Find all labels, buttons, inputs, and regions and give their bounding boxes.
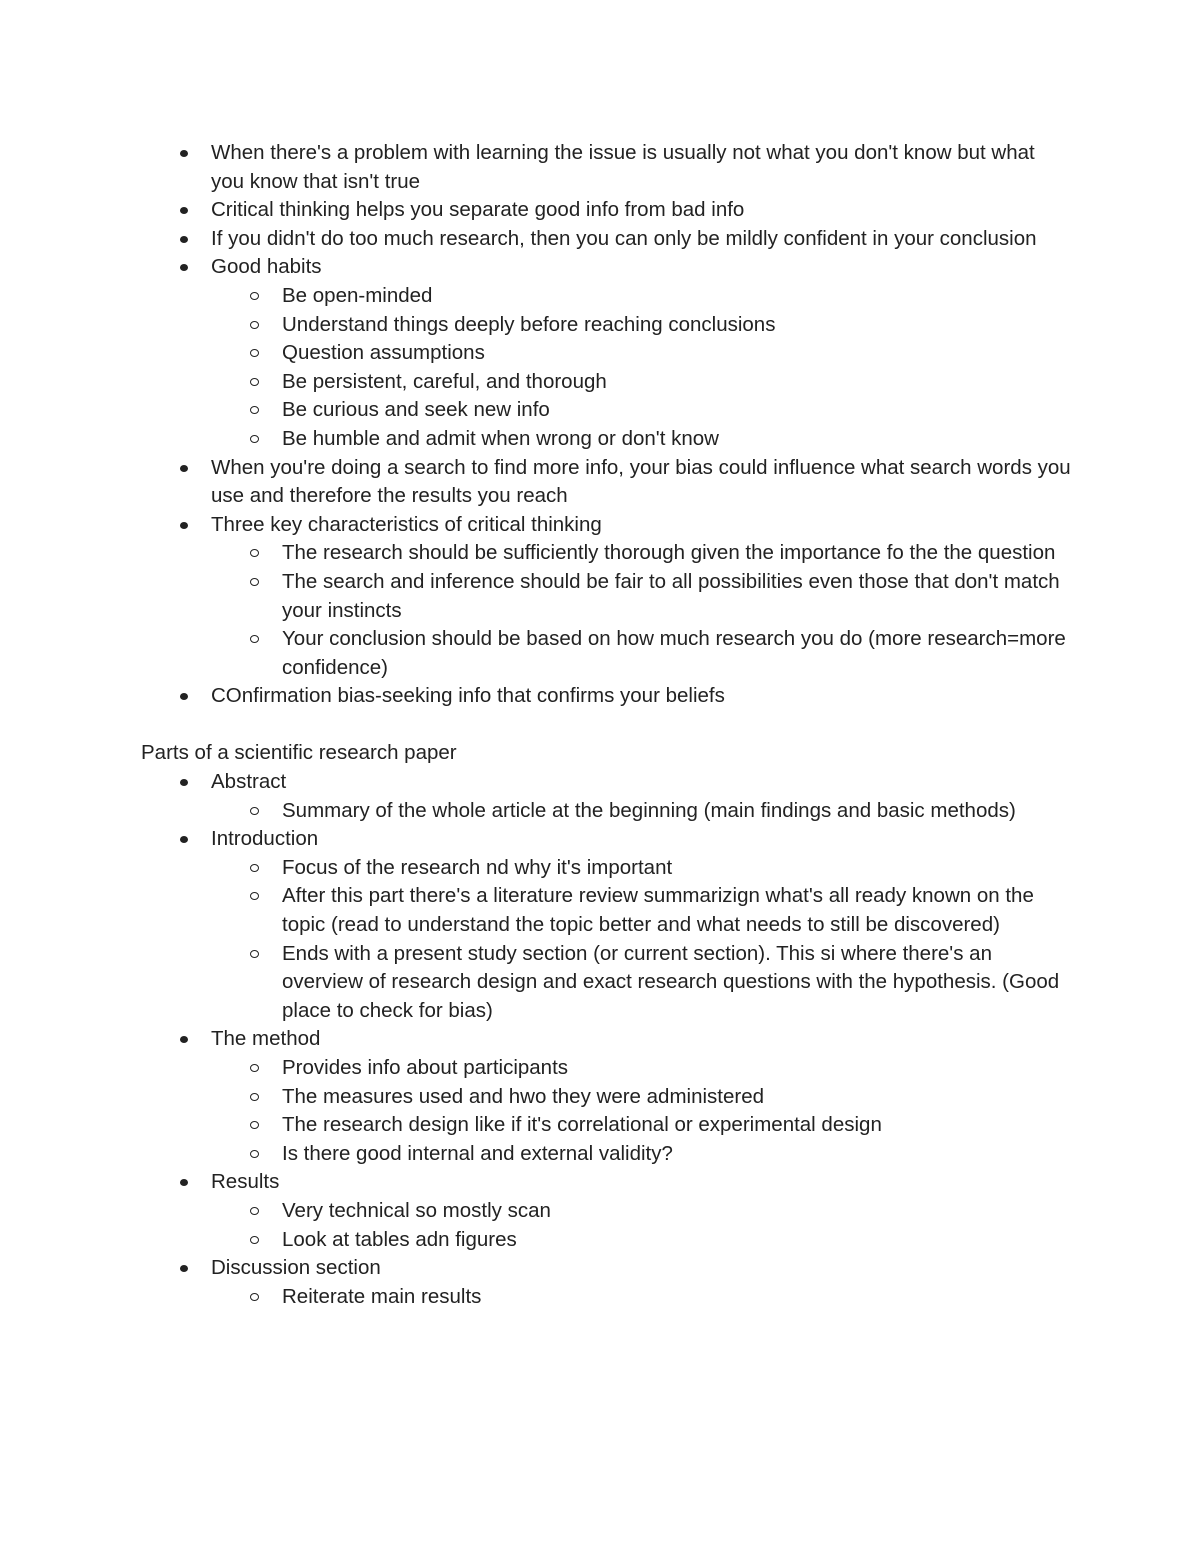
filled-bullet-icon: [180, 1036, 188, 1043]
sub-list-item-text: The search and inference should be fair to all possibilities even those that don't match your instincts: [282, 569, 1060, 622]
list-item-text: If you didn't do too much research, then you can only be mildly confident in your conclusion: [211, 226, 1037, 250]
list-item: [141, 1254, 1071, 1311]
hollow-bullet-icon: [250, 292, 259, 300]
sub-list-item: [211, 1140, 1071, 1169]
sub-list-item-text: Be curious and seek new info: [282, 398, 550, 422]
sub-list-item-text: Ends with a present study section (or current section). This si where there's an overview of research design and exact research questions with the hypothesis. (Good place to check for bias): [282, 941, 1060, 1022]
sub-list-item-text: The research design like if it's correlational or experimental design: [282, 1113, 882, 1137]
hollow-bullet-icon: [250, 1093, 259, 1101]
sub-list-item-text: Be humble and admit when wrong or don't know: [282, 426, 719, 450]
sub-list-item: [211, 1054, 1071, 1083]
sub-list-item: [211, 625, 1071, 682]
hollow-bullet-icon: [250, 1293, 259, 1301]
list-item-text: The method: [211, 1027, 321, 1051]
sub-list-item-text: Understand things deeply before reaching conclusions: [282, 312, 776, 336]
hollow-bullet-icon: [250, 406, 259, 414]
filled-bullet-icon: [180, 693, 188, 700]
filled-bullet-icon: [180, 1265, 188, 1272]
sub-list-item: [211, 568, 1071, 625]
filled-bullet-icon: [180, 264, 188, 271]
hollow-bullet-icon: [250, 1064, 259, 1072]
sub-list-item: [211, 882, 1071, 939]
sub-list-item: [211, 339, 1071, 368]
sub-list-item: [211, 1283, 1071, 1312]
list-item: [141, 1168, 1071, 1254]
filled-bullet-icon: [180, 1179, 188, 1186]
sub-list: [211, 282, 1071, 454]
sub-list-item-text: Your conclusion should be based on how much research you do (more research=more confidence): [282, 627, 1066, 679]
sub-list-item-text: After this part there's a literature review summarizign what's all ready known on the topic (read to understand the topic better and what needs to still be discovered): [282, 884, 1034, 937]
sub-list-item: [211, 1197, 1071, 1226]
sub-list-item-text: The measures used and hwo they were administered: [282, 1084, 765, 1108]
sub-list-item-text: Provides info about participants: [282, 1056, 569, 1079]
list-item: [141, 511, 1071, 683]
hollow-bullet-icon: [250, 1121, 259, 1129]
sub-list-item-text: Is there good internal and external validity?: [282, 1141, 673, 1165]
hollow-bullet-icon: [250, 950, 259, 958]
sub-list-item-text: Very technical so mostly scan: [282, 1198, 551, 1222]
notes-list-research-paper: [141, 768, 1071, 1311]
sub-list-item-text: Look at tables adn figures: [282, 1227, 517, 1251]
list-item-text: Critical thinking helps you separate good info from bad info: [211, 198, 745, 222]
list-item-text: Introduction: [211, 827, 319, 851]
list-item: [141, 253, 1071, 453]
sub-list: [211, 797, 1071, 826]
hollow-bullet-icon: [250, 378, 259, 386]
sub-list-item: [211, 368, 1071, 397]
sub-list-item: [211, 282, 1071, 311]
sub-list-item-text: Be open-minded: [282, 283, 433, 307]
list-item-text: Good habits: [211, 255, 322, 279]
sub-list-item: [211, 940, 1071, 1026]
hollow-bullet-icon: [250, 1150, 259, 1158]
sub-list-item: [211, 1083, 1071, 1112]
list-item-text: Abstract: [211, 770, 287, 794]
list-item: [141, 825, 1071, 1025]
sub-list: [211, 1054, 1071, 1168]
sub-list-item: [211, 311, 1071, 340]
hollow-bullet-icon: [250, 1207, 259, 1215]
list-item: [141, 454, 1071, 511]
sub-list-item-text: Focus of the research nd why it's important: [282, 855, 673, 879]
filled-bullet-icon: [180, 779, 188, 786]
sub-list-item: [211, 854, 1071, 883]
sub-list-item: [211, 539, 1071, 568]
list-item: [141, 225, 1071, 254]
list-item-text: When there's a problem with learning the issue is usually not what you don't know but what you know that isn't true: [211, 141, 1035, 193]
list-item-text: Three key characteristics of critical thinking: [211, 512, 602, 536]
sub-list-item: [211, 797, 1071, 826]
sub-list: [211, 1283, 1071, 1312]
sub-list: [211, 539, 1071, 682]
hollow-bullet-icon: [250, 349, 259, 357]
document-body: [141, 139, 1071, 1311]
sub-list-item-text: Question assumptions: [282, 341, 485, 365]
list-item-text: Results: [211, 1170, 280, 1194]
sub-list-item-text: Summary of the whole article at the beginning (main findings and basic methods): [282, 798, 1016, 822]
filled-bullet-icon: [180, 836, 188, 843]
filled-bullet-icon: [180, 150, 188, 157]
list-item: [141, 1025, 1071, 1168]
hollow-bullet-icon: [250, 864, 259, 872]
sub-list-item: [211, 396, 1071, 425]
filled-bullet-icon: [180, 236, 188, 243]
list-item: [141, 682, 1071, 711]
hollow-bullet-icon: [250, 635, 259, 643]
hollow-bullet-icon: [250, 1236, 259, 1244]
list-item: [141, 196, 1071, 225]
sub-list: [211, 1197, 1071, 1254]
filled-bullet-icon: [180, 465, 188, 472]
sub-list-item-text: Reiterate main results: [282, 1284, 482, 1308]
hollow-bullet-icon: [250, 807, 259, 815]
sub-list-item: [211, 1226, 1071, 1255]
hollow-bullet-icon: [250, 549, 259, 557]
filled-bullet-icon: [180, 522, 188, 529]
hollow-bullet-icon: [250, 321, 259, 329]
list-item-text: Discussion section: [211, 1256, 381, 1280]
list-item: [141, 139, 1071, 196]
hollow-bullet-icon: [250, 435, 259, 443]
list-item: [141, 768, 1071, 825]
section-heading: Parts of a scientific research paper: [141, 741, 457, 765]
sub-list-item: [211, 1111, 1071, 1140]
hollow-bullet-icon: [250, 892, 259, 900]
sub-list: [211, 854, 1071, 1026]
filled-bullet-icon: [180, 207, 188, 214]
list-item-text: COnfirmation bias-seeking info that confirms your beliefs: [211, 684, 725, 708]
sub-list-item-text: Be persistent, careful, and thorough: [282, 369, 607, 393]
list-item-text: When you're doing a search to find more info, your bias could influence what search words you use and therefore the results you reach: [211, 455, 1071, 508]
sub-list-item: [211, 425, 1071, 454]
notes-list-critical-thinking: [141, 139, 1071, 711]
hollow-bullet-icon: [250, 578, 259, 586]
sub-list-item-text: The research should be sufficiently thorough given the importance fo the the question: [282, 541, 1056, 565]
